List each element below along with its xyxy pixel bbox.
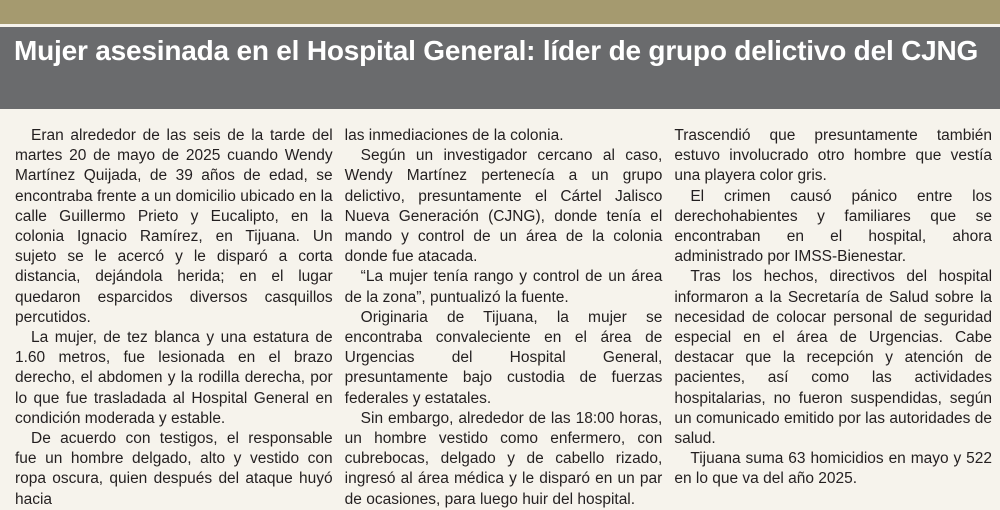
article-column-2	[345, 126, 663, 510]
article-body	[0, 109, 1000, 510]
paragraph: Trascendió que presuntamente también estuvo involucrado otro hombre que vestía una playera color gris.	[674, 127, 993, 185]
top-decorative-band	[0, 0, 1000, 24]
paragraph: El crimen causó pánico entre los derechohabientes y familiares que se encontraban en el hospital, ahora administrado por IMSS-Bienestar.	[674, 187, 993, 266]
paragraph: las inmediaciones de la colonia.	[344, 127, 564, 144]
paragraph: Sin embargo, alrededor de las 18:00 horas, un hombre vestido como enfermero, con cubrebocas, delgado y de cabello rizado, ingresó al área médica y le disparó en un par de ocasiones, para luego huir del hospital.	[344, 409, 663, 508]
paragraph: Originaria de Tijuana, la mujer se encontraba convaleciente en el área de Urgencias del Hospital General, presuntamente bajo custodia de fuerzas federales y estatales.	[344, 308, 663, 407]
paragraph: La mujer, de tez blanca y una estatura de 1.60 metros, fue lesionada en el brazo derecho, el abdomen y la rodilla derecha, por lo que fue trasladada al Hospital General en condición moderada y estable.	[15, 329, 333, 427]
article-headline: Mujer asesinada en el Hospital General: líder de grupo delictivo del CJNG	[0, 27, 1000, 109]
paragraph: “La mujer tenía rango y control de un área de la zona”, puntualizó la fuente.	[344, 268, 663, 306]
paragraph: Eran alrededor de las seis de la tarde del martes 20 de mayo de 2025 cuando Wendy Martínez Quijada, de 39 años de edad, se encontraba frente a un domicilio ubicado en la calle Guillermo Prieto y Eucalipto, en la colonia Ignacio Ramírez, en Tijuana. Un sujeto se le acercó y le disparó a corta distancia, dejándola herida; en el lugar quedaron esparcidos diversos casquillos percutidos.	[15, 127, 333, 326]
article-column-3	[674, 126, 992, 510]
article-column-1	[15, 126, 333, 510]
paragraph: Según un investigador cercano al caso, Wendy Martínez pertenecía a un grupo delictivo, presuntamente el Cártel Jalisco Nueva Generación (CJNG), donde tenía el mando y control de un área de la colonia donde fue atacada.	[344, 147, 663, 266]
paragraph: De acuerdo con testigos, el responsable fue un hombre delgado, alto y vestido con ropa oscura, quien después del ataque huyó hacia	[15, 430, 333, 508]
paragraph: Tras los hechos, directivos del hospital informaron a la Secretaría de Salud sobre la necesidad de colocar personal de seguridad especial en el área de Urgencias. Cabe destacar que la recepción y atención de pacientes, así como las actividades hospitalarias, no fueron suspendidas, según un comunicado emitido por las autoridades de salud.	[674, 268, 993, 448]
paragraph: Tijuana suma 63 homicidios en mayo y 522 en lo que va del año 2025.	[674, 450, 993, 488]
